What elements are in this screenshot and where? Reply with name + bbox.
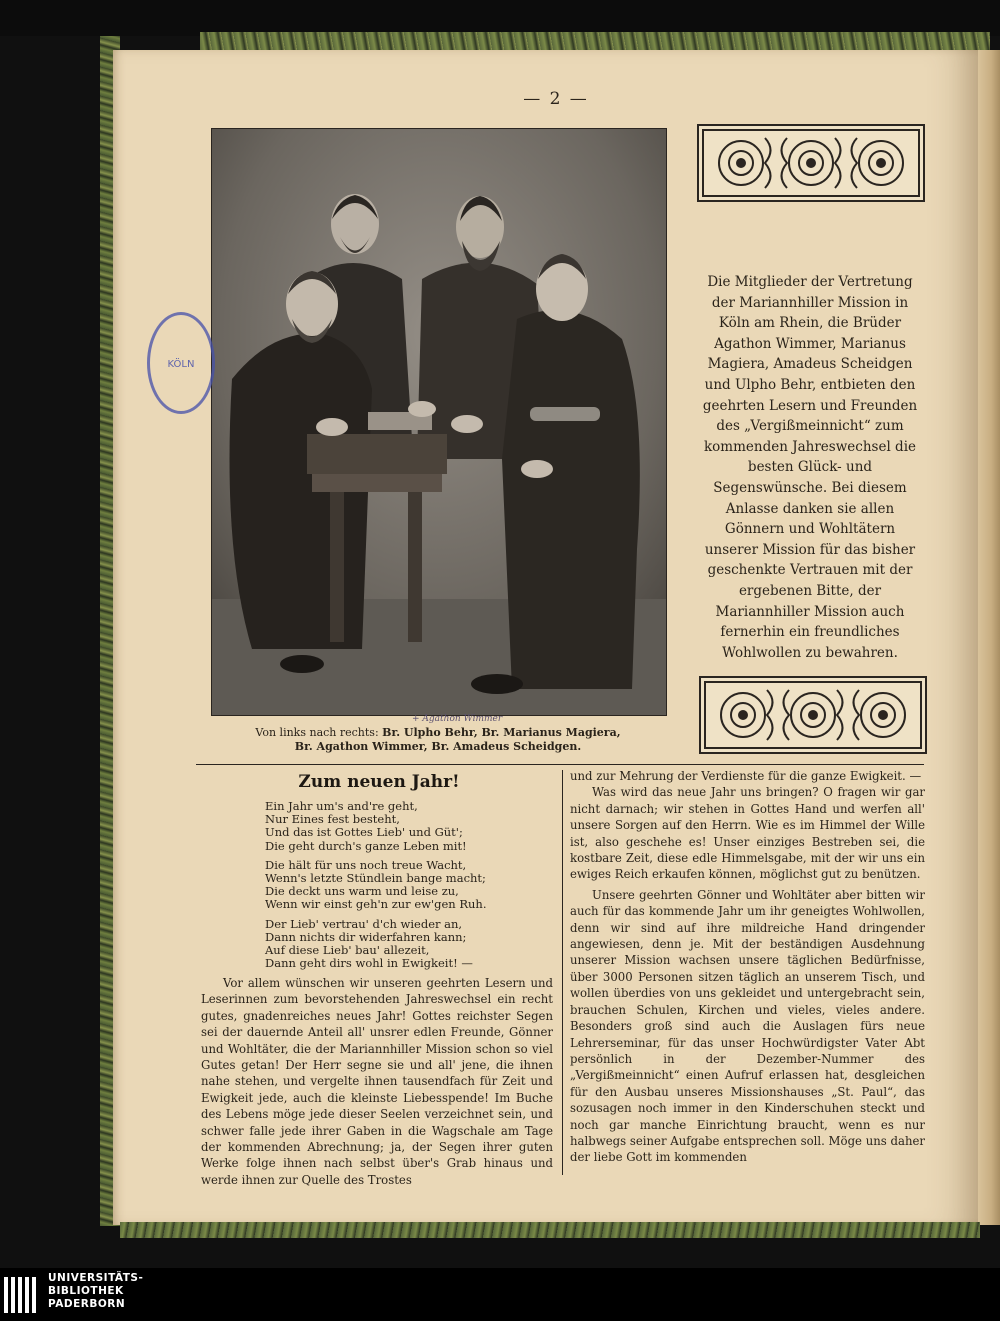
column-divider: [562, 770, 563, 1175]
greeting-text: Die Mitglieder der Vertretung der Mariannhiller Mission in Köln am Rhein, die Brüder Agathon Wimmer, Marianus Magiera, Amadeus Scheidgen und Ulpho Behr, entbieten den geehrten Lesern und Freunden des „Vergißmeinnicht“ zum kommenden Jahreswechsel die besten Glück- und Segenswünsche. Bei diesem Anlasse danken sie allen Gönnern und Wohltätern unserer Mission für das bisher geschenkte Vertrauen mit der ergebenen Bitte, der Mariannhiller Mission auch fernerhin ein freundliches Wohlwollen zu bewahren.: [702, 274, 918, 661]
poem-line: Und das ist Gottes Lieb' und Güt';: [265, 825, 463, 840]
library-name-line1: UNIVERSITÄTS-: [48, 1272, 144, 1284]
horizontal-divider: [196, 764, 924, 765]
body-paragraph: Vor allem wünschen wir unseren geehrten Lesern und Leserinnen zum bevorstehenden Jahreswechsel ein recht gutes, gnadenreiches neues Jahr! Gottes reichster Segen sei der dauernde Anteil all' unsrer edlen Freunde, Gönner und Wohltäter, die der Mariannhiller Mission schon so viel Gutes getan! Der Herr segne sie und all' jene, die ihnen nahe stehen, und vergelte ihnen tausendfach für Zeit und Ewigkeit jede, auch die kleinste Liebesspende! Im Buche des Lebens möge jede dieser Seelen verzeichnet sein, und schwer falle jede ihrer Gaben in die Wagschale am Tage der kommenden Abrechnung; ja, der Segen ihrer guten Werke folge ihnen nach selbst über's Grab hinaus und werde ihnen zur Quelle des Trostes: [201, 976, 553, 1187]
library-logo-icon: [4, 1273, 42, 1317]
poem-stanza: [265, 800, 555, 853]
caption-prefix: Von links nach rechts:: [255, 726, 379, 739]
caption-names-line2: Br. Agathon Wimmer, Br. Amadeus Scheidgen.: [294, 740, 582, 753]
poem-line: Die deckt uns warm und leise zu,: [265, 884, 459, 899]
poem-line: Dann nichts dir widerfahren kann;: [265, 929, 467, 944]
ornament-pattern-top: [699, 126, 923, 200]
poem-line: Ein Jahr um's and're geht,: [265, 799, 418, 813]
poem-line: Die hält für uns noch treue Wacht,: [265, 857, 467, 872]
ornament-top: [697, 124, 925, 202]
poem-line: Dann geht dirs wohl in Ewigkeit! —: [265, 956, 473, 971]
poem-stanza: [265, 859, 555, 912]
book-binding-top: [200, 32, 990, 52]
library-name-line3: PADERBORN: [48, 1298, 126, 1310]
ornament-bottom: [699, 676, 927, 754]
group-photograph: [211, 128, 667, 716]
handwritten-note: + Agathon Wimmer: [412, 714, 503, 724]
stamp-graphic: [150, 315, 212, 411]
poem-line: Wenn's letzte Stündlein bange macht;: [265, 871, 486, 886]
ornament-pattern-bottom: [701, 678, 925, 752]
page-number: — 2 —: [523, 89, 589, 109]
caption-names-line1: Br. Ulpho Behr, Br. Marianus Magiera,: [382, 726, 621, 739]
poem-line: Die geht durch's ganze Leben mit!: [265, 838, 467, 853]
scan-background: [0, 0, 1000, 36]
body-paragraph: und zur Mehrung der Verdienste für die ganze Ewigkeit. —: [570, 769, 922, 783]
article-headline: Zum neuen Jahr!: [298, 772, 460, 792]
poem-stanza: [265, 918, 555, 971]
poem-line: Nur Eines fest besteht,: [265, 812, 400, 827]
photo-caption: [211, 726, 665, 754]
library-name-line2: BIBLIOTHEK: [48, 1285, 124, 1297]
poem-line: Der Lieb' vertrau' d'ch wieder an,: [265, 916, 463, 931]
poem-line: Wenn wir einst geh'n zur ew'gen Ruh.: [265, 897, 487, 912]
page-edge: [978, 50, 1000, 1225]
right-column: [570, 768, 925, 1166]
book-binding-bottom: [120, 1222, 980, 1238]
library-footer: [0, 1268, 1000, 1321]
stamp-text: KÖLN: [167, 359, 195, 370]
library-stamp: [147, 312, 215, 414]
left-column: [201, 975, 553, 1188]
poem-line: Auf diese Lieb' bau' allezeit,: [265, 943, 430, 958]
body-paragraph: Was wird das neue Jahr uns bringen? O fragen wir gar nicht darnach; wir stehen in Gottes Hand und werfen all' unsere Sorgen auf den Herrn. Wie es im Himmel der Wille ist, also geschehe es! Unser einziges Bestreben sei, die kostbare Zeit, diese edle Himmelsgabe, mit der wir uns ein ewiges Reich erkaufen können, möglichst gut zu benützen.: [570, 785, 925, 882]
body-paragraph: Unsere geehrten Gönner und Wohltäter aber bitten wir auch für das kommende Jahr um ihr geneigtes Wohlwollen, denn wir sind auf ihre mildreiche Hand dringender angewiesen, denn je. Mit der beständigen Ausdehnung unserer Mission wachsen unsere täglichen Bedürfnisse, über 3000 Personen sitzen täglich an unserem Tisch, und wollen überdies von uns gekleidet und untergebracht sein, brauchen Schulen, Kirchen und vieles, vieles andere. Besonders groß sind auch die Auslagen fürs neue Lehrerseminar, für das unser Hochwürdigster Vater Abt persönlich in der Dezember-Nummer des „Vergißmeinnicht“ einen Aufruf erlassen hat, desgleichen für den Ausbau unseres Missionshauses „St. Paul“, das sozusagen noch immer in den Kinderschuhen steckt und noch gar manche Einrichtung braucht, wenn es nur halbwegs seiner Aufgabe entsprechen soll. Möge uns daher der liebe Gott im kommenden: [570, 887, 925, 1165]
poem: [265, 800, 555, 976]
photo-illustration: [212, 129, 666, 715]
